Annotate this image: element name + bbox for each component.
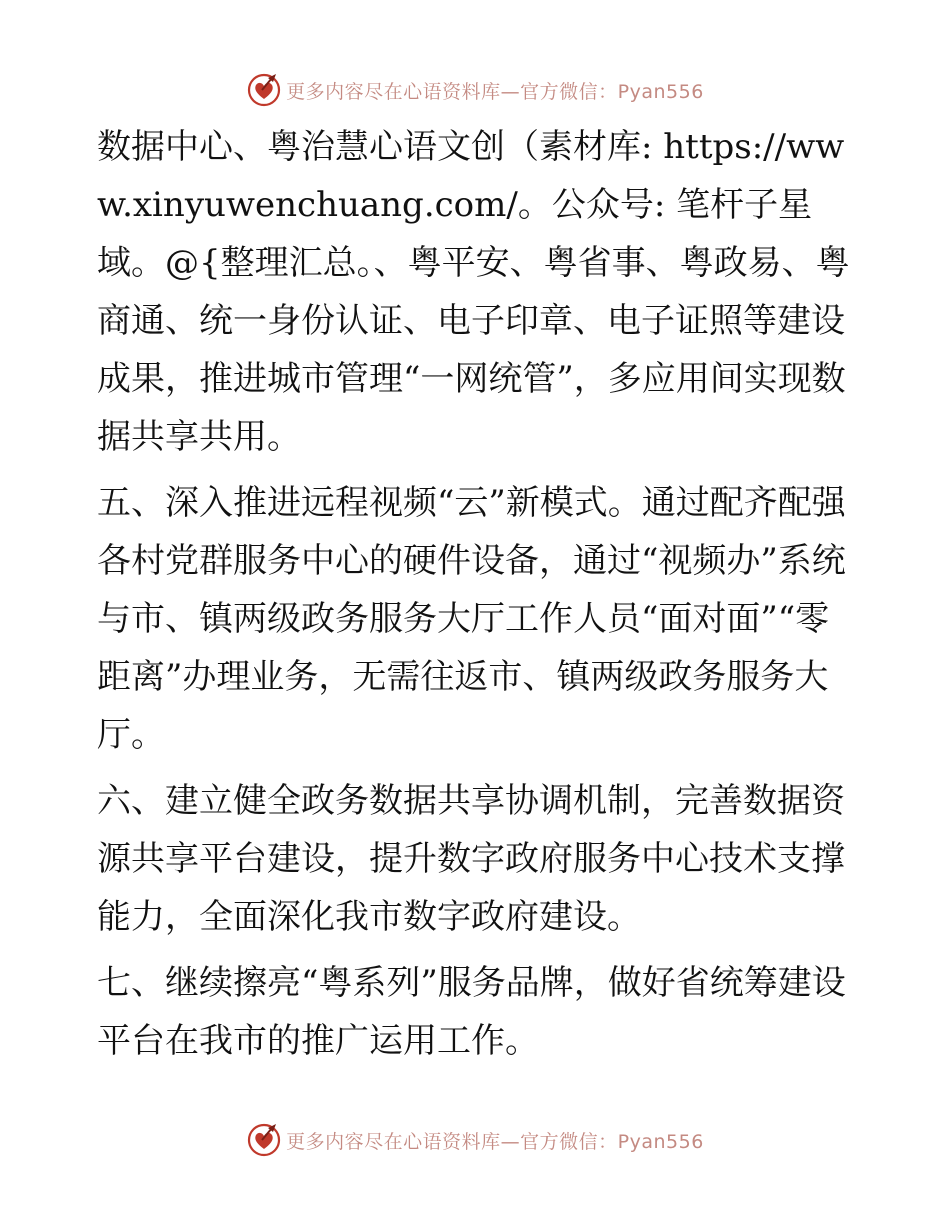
paragraph-continuation: 数据中心、粤治慧心语文创（素材库: https://www.xinyuwenchuang.com/。公众号: 笔杆子星域。@{整理汇总。、粤平安、粤省事、粤政易、粤商通、统一身份认证、电子印章、电子证照等建设成果，推进城市管理“一网统管”，多应用间实现数据共享共用。: [97, 127, 850, 457]
paragraph-section-seven: 七、继续擦亮“粤系列”服务品牌，做好省统筹建设平台在我市的推广运用工作。: [97, 963, 846, 1061]
paragraph-section-five: 五、深入推进远程视频“云”新模式。通过配齐配强各村党群服务中心的硬件设备，通过“视频办”系统与市、镇两级政务服务大厅工作人员“面对面”“零距离”办理业务，无需往返市、镇两级政务服务大厅。: [97, 483, 846, 755]
header-watermark-banner: [0, 70, 950, 110]
heart-pen-logo-icon: [246, 72, 282, 108]
document-body: [97, 118, 857, 1070]
footer-watermark-banner: [0, 1120, 950, 1160]
paragraph-section-six: 六、建立健全政务数据共享协调机制，完善数据资源共享平台建设，提升数字政府服务中心技术支撑能力，全面深化我市数字政府建设。: [97, 781, 845, 937]
watermark-text: 更多内容尽在心语资料库—官方微信：Pyan556: [286, 1130, 704, 1153]
watermark-text: 更多内容尽在心语资料库—官方微信：Pyan556: [286, 80, 704, 103]
heart-pen-logo-icon: [246, 1122, 282, 1158]
